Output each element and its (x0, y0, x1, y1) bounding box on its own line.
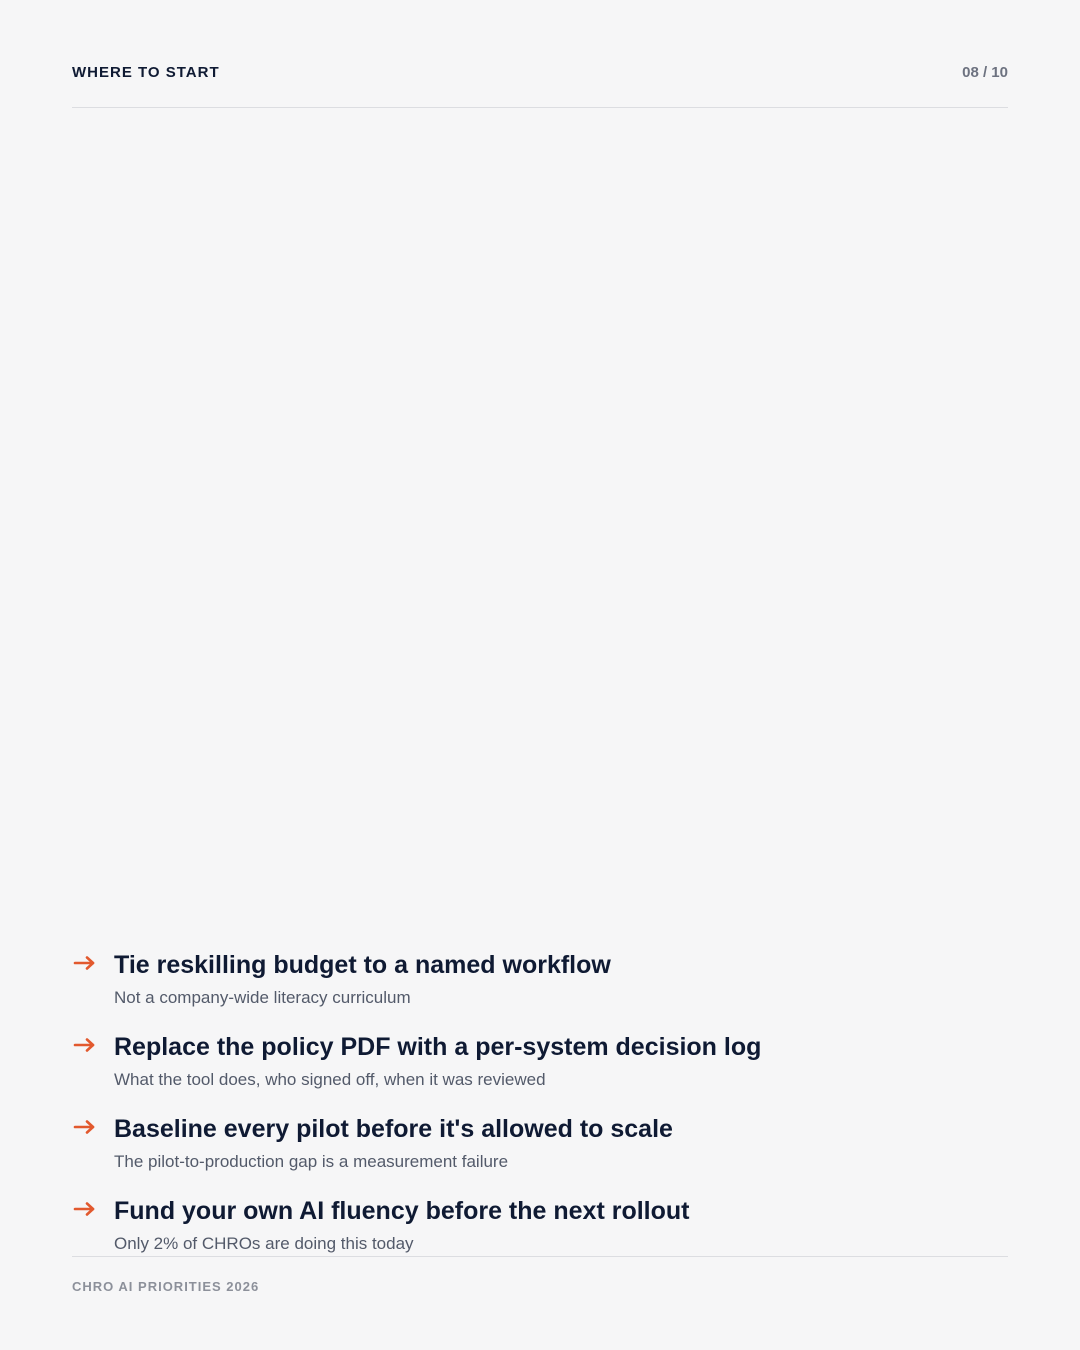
item-subtitle: What the tool does, who signed off, when it was reviewed (114, 1070, 546, 1089)
section-label: WHERE TO START (72, 64, 220, 81)
priority-list (72, 948, 1008, 1276)
arrow-right-icon (72, 954, 98, 972)
item-title: Fund your own AI fluency before the next rollout (114, 1197, 690, 1225)
list-item (72, 1194, 1008, 1276)
list-item (72, 1112, 1008, 1194)
item-title: Tie reskilling budget to a named workflow (114, 951, 611, 979)
page-counter: 08 / 10 (962, 64, 1008, 81)
arrow-right-icon (72, 1200, 98, 1218)
arrow-right-icon (72, 1118, 98, 1136)
header (72, 0, 1008, 108)
item-title: Baseline every pilot before it's allowed to scale (114, 1115, 673, 1143)
item-subtitle: Only 2% of CHROs are doing this today (114, 1234, 414, 1253)
arrow-right-icon (72, 1036, 98, 1054)
item-subtitle: Not a company-wide literacy curriculum (114, 988, 411, 1007)
footer-label: CHRO AI PRIORITIES 2026 (72, 1279, 260, 1294)
list-item (72, 948, 1008, 1030)
item-title: Replace the policy PDF with a per-system decision log (114, 1033, 762, 1061)
list-item (72, 1030, 1008, 1112)
footer (72, 1256, 1008, 1294)
item-subtitle: The pilot-to-production gap is a measurement failure (114, 1152, 509, 1171)
